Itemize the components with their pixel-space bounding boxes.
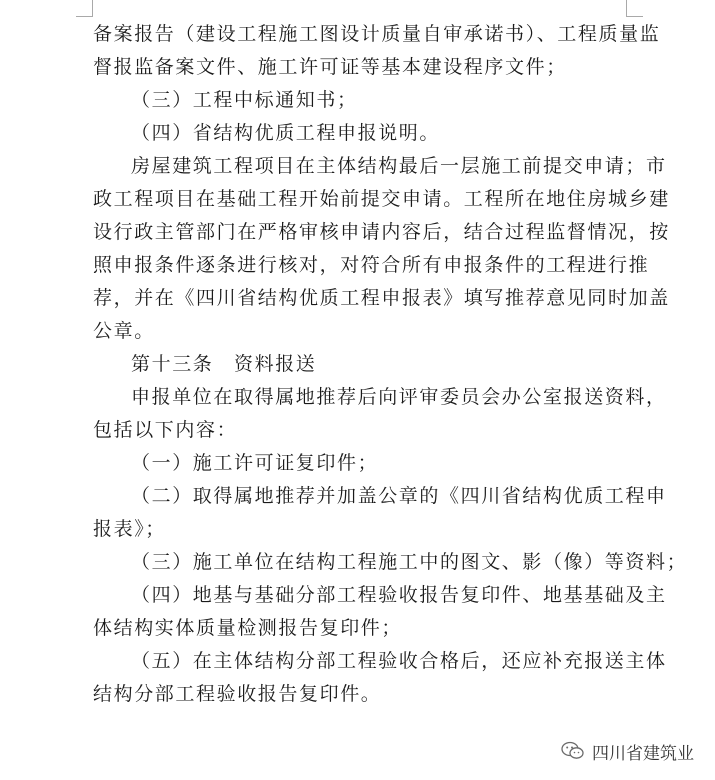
paragraph-line: （二）取得属地推荐并加盖公章的《四川省结构优质工程申	[131, 485, 667, 507]
corner-mark-left-vertical	[92, 0, 93, 16]
watermark-text: 四川省建筑业	[592, 743, 694, 764]
corner-mark-right-horizontal	[626, 16, 643, 17]
paragraph-line: （一）施工许可证复印件；	[131, 452, 379, 474]
paragraph-line: 体结构实体质量检测报告复印件；	[93, 617, 403, 639]
paragraph-line: 房屋建筑工程项目在主体结构最后一层施工前提交申请；市	[131, 155, 667, 177]
paragraph-line: 报表》；	[93, 518, 166, 540]
paragraph-line: 设行政主管部门在严格审核申请内容后，结合过程监督情况，按	[93, 221, 670, 243]
paragraph-line: 公章。	[93, 320, 155, 342]
paragraph-line: （三）工程中标通知书；	[131, 89, 358, 111]
source-watermark	[560, 737, 694, 765]
paragraph-line: 荐，并在《四川省结构优质工程申报表》填写推荐意见同时加盖	[93, 287, 670, 309]
corner-mark-right-vertical	[626, 0, 627, 16]
paragraph-line: 第十三条 资料报送	[131, 353, 317, 375]
paragraph-line: 包括以下内容：	[93, 419, 238, 441]
paragraph-line: 备案报告（建设工程施工图设计质量自审承诺书）、工程质量监	[93, 23, 661, 45]
paragraph-line: 申报单位在取得属地推荐后向评审委员会办公室报送资料，	[131, 386, 667, 408]
paragraph-line: （四）地基与基础分部工程验收报告复印件、地基基础及主	[131, 584, 667, 606]
paragraph-line: 结构分部工程验收报告复印件。	[93, 683, 382, 705]
paragraph-line: （三）施工单位在结构工程施工中的图文、影（像）等资料；	[131, 551, 688, 573]
paragraph-line: 督报监备案文件、施工许可证等基本建设程序文件；	[93, 56, 567, 78]
wechat-icon	[560, 738, 586, 764]
document-body	[93, 18, 688, 711]
corner-mark-left-horizontal	[76, 16, 93, 17]
paragraph-line: （四）省结构优质工程申报说明。	[131, 122, 441, 144]
paragraph-line: 政工程项目在基础工程开始前提交申请。工程所在地住房城乡建	[93, 188, 670, 210]
paragraph-line: 照申报条件逐条进行核对，对符合所有申报条件的工程进行推	[93, 254, 650, 276]
paragraph-line: （五）在主体结构分部工程验收合格后，还应补充报送主体	[131, 650, 667, 672]
